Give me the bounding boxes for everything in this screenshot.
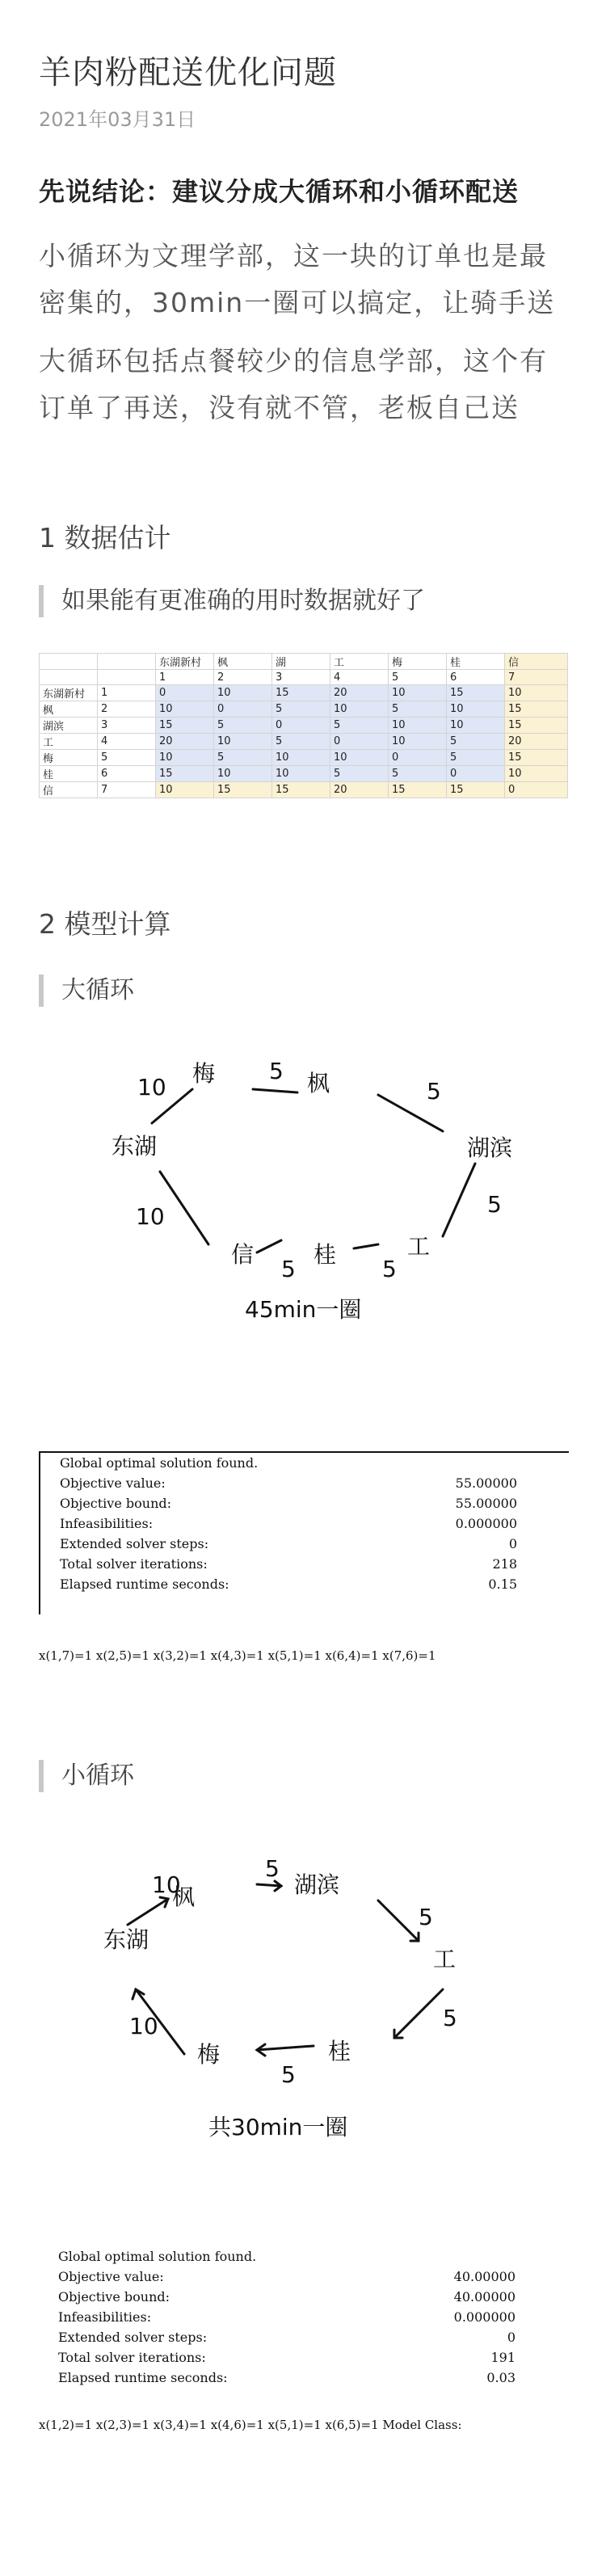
sheet-cell: 5 — [214, 718, 272, 734]
sheet-cell: 工 — [330, 654, 389, 670]
sheet-cell: 信 — [505, 654, 568, 670]
edge-gui-mei — [257, 2046, 314, 2050]
solver-row: Elapsed runtime seconds: 0.03 — [58, 2370, 516, 2385]
weight-label: 5 — [419, 1904, 433, 1930]
sheet-cell: 东湖新村 — [156, 654, 214, 670]
edge-hubin-gong — [443, 1164, 475, 1236]
sheet-cell — [40, 670, 98, 685]
small-loop-sketch — [39, 1828, 567, 2183]
sheet-cell: 10 — [389, 734, 447, 750]
sheet-cell: 0 — [272, 718, 330, 734]
sheet-cell: 6 — [447, 670, 505, 685]
edge-xin-gui — [257, 1240, 281, 1252]
sheet-cell: 0 — [447, 766, 505, 782]
sheet-cell: 3 — [98, 718, 156, 734]
weight-label: 5 — [265, 1855, 280, 1882]
total-time-label: 共30min一圈 — [208, 2114, 348, 2140]
weight-label: 5 — [382, 1256, 397, 1282]
small-loop-diagram — [39, 1828, 567, 2183]
publish-date: 2021年03月31日 — [39, 108, 196, 131]
sheet-cell: 15 — [389, 782, 447, 798]
sheet-cell: 15 — [156, 766, 214, 782]
solver-row: Objective bound: 55.00000 — [60, 1496, 517, 1511]
sheet-cell: 桂 — [447, 654, 505, 670]
sheet-cell: 1 — [98, 685, 156, 701]
paragraph-small-loop: 小循环为文理学部，这一块的订单也是最密集的，30min一圈可以搞定，让骑手送 — [39, 240, 556, 318]
node-label-gong: 工 — [433, 1946, 457, 1972]
node-label-feng: 枫 — [307, 1070, 330, 1096]
weight-label: 5 — [427, 1078, 441, 1105]
sheet-cell: 15 — [272, 782, 330, 798]
weight-label: 5 — [269, 1058, 284, 1084]
solver-output-small — [39, 2246, 567, 2384]
node-label-donghu: 东湖 — [112, 1133, 158, 1160]
big-loop-diagram — [39, 1042, 567, 1422]
node-label-mei: 梅 — [192, 1060, 216, 1087]
weight-label: 5 — [281, 2061, 296, 2088]
node-label-gui: 桂 — [314, 1241, 337, 1268]
node-label-feng: 枫 — [172, 1884, 196, 1910]
sheet-cell: 10 — [272, 766, 330, 782]
sheet-row — [40, 766, 568, 782]
node-label-hubin: 湖滨 — [467, 1134, 513, 1161]
sheet-cell: 10 — [156, 782, 214, 798]
sheet-cell: 20 — [330, 782, 389, 798]
sheet-cell: 0 — [214, 701, 272, 718]
node-label-donghu: 东湖 — [103, 1926, 149, 1953]
sheet-cell: 20 — [156, 734, 214, 750]
sheet-cell: 4 — [98, 734, 156, 750]
sheet-cell: 7 — [98, 782, 156, 798]
node-label-xin: 信 — [231, 1241, 255, 1268]
solver-head: Global optimal solution found. — [58, 2249, 257, 2264]
sheet-row — [40, 701, 568, 718]
solver-row: Objective bound: 40.00000 — [58, 2289, 516, 2305]
blockquote-big-loop: 大循环 — [39, 974, 134, 1007]
sheet-cell: 5 — [389, 766, 447, 782]
sheet-cell: 桂 — [40, 766, 98, 782]
sheet-cell — [40, 654, 98, 670]
solver-row: Infeasibilities: 0.000000 — [58, 2309, 516, 2325]
sheet-cell: 7 — [505, 670, 568, 685]
weight-label: 5 — [487, 1191, 502, 1218]
total-time-label: 45min一圈 — [245, 1296, 362, 1323]
sheet-cell — [98, 654, 156, 670]
sheet-cell: 10 — [505, 766, 568, 782]
sheet-cell: 10 — [214, 734, 272, 750]
edge-donghu-xin — [160, 1172, 208, 1244]
sheet-cell: 湖 — [272, 654, 330, 670]
weight-label: 10 — [129, 2013, 158, 2039]
distance-spreadsheet — [39, 653, 568, 798]
solver-output-big — [39, 1451, 569, 1614]
sheet-cell: 15 — [447, 782, 505, 798]
sheet-cell: 5 — [272, 734, 330, 750]
sheet-cell: 3 — [272, 670, 330, 685]
sheet-cell: 15 — [505, 701, 568, 718]
sheet-cell: 工 — [40, 734, 98, 750]
sheet-cell: 枫 — [214, 654, 272, 670]
sheet-cell — [98, 670, 156, 685]
blockquote-small-loop: 小循环 — [39, 1760, 134, 1792]
sheet-cell: 1 — [156, 670, 214, 685]
solver-row: Objective value: 55.00000 — [60, 1475, 517, 1491]
sheet-cell: 梅 — [389, 654, 447, 670]
sheet-cell: 5 — [389, 701, 447, 718]
solver-row: Infeasibilities: 0.000000 — [60, 1516, 517, 1531]
solver-row: Total solver iterations: 191 — [58, 2350, 516, 2365]
sheet-cell: 0 — [330, 734, 389, 750]
sheet-cell: 10 — [156, 750, 214, 766]
sheet-cell: 信 — [40, 782, 98, 798]
sheet-cell: 15 — [505, 718, 568, 734]
sheet-row — [40, 670, 568, 685]
sheet-cell: 6 — [98, 766, 156, 782]
weight-label: 10 — [137, 1074, 166, 1101]
big-loop-sketch — [39, 1042, 567, 1422]
sheet-cell: 10 — [272, 750, 330, 766]
edge-hubin-gong — [378, 1900, 419, 1941]
sheet-cell: 湖滨 — [40, 718, 98, 734]
sheet-cell: 5 — [330, 766, 389, 782]
sheet-cell: 10 — [330, 750, 389, 766]
sheet-cell: 5 — [389, 670, 447, 685]
sheet-cell: 5 — [330, 718, 389, 734]
weight-label: 5 — [443, 2005, 457, 2031]
section-title-data-estimate: 1 数据估计 — [39, 522, 171, 554]
sheet-cell: 4 — [330, 670, 389, 685]
sheet-cell: 20 — [505, 734, 568, 750]
sheet-cell: 10 — [505, 685, 568, 701]
sheet-cell: 枫 — [40, 701, 98, 718]
sheet-cell: 15 — [505, 750, 568, 766]
sheet-row — [40, 782, 568, 798]
solver-row: Extended solver steps: 0 — [58, 2330, 516, 2345]
node-label-gui: 桂 — [328, 2038, 351, 2065]
solver-row: Elapsed runtime seconds: 0.15 — [60, 1576, 517, 1592]
sheet-cell: 5 — [214, 750, 272, 766]
sheet-row — [40, 654, 568, 670]
sheet-cell: 0 — [505, 782, 568, 798]
paragraph-big-loop: 大循环包括点餐较少的信息学部，这个有订单了再送，没有就不管，老板自己送 — [39, 345, 548, 423]
weight-label: 10 — [136, 1203, 165, 1230]
sheet-cell: 20 — [330, 685, 389, 701]
sheet-cell: 5 — [447, 750, 505, 766]
sheet-row — [40, 685, 568, 701]
sheet-cell: 10 — [389, 685, 447, 701]
node-label-mei: 梅 — [197, 2041, 221, 2068]
sheet-cell: 梅 — [40, 750, 98, 766]
solver-row: Total solver iterations: 218 — [60, 1556, 517, 1572]
blockquote-data-note: 如果能有更准确的用时数据就好了 — [39, 585, 425, 617]
edge-gui-gong — [354, 1244, 378, 1248]
sheet-cell: 10 — [447, 718, 505, 734]
sheet-cell: 5 — [447, 734, 505, 750]
sheet-cell: 10 — [156, 701, 214, 718]
weight-label: 5 — [281, 1256, 296, 1282]
sheet-cell: 2 — [98, 701, 156, 718]
node-label-gong: 工 — [407, 1233, 431, 1260]
weight-label: 10 — [152, 1871, 181, 1898]
solver-solution-big: x(1,7)=1 x(2,5)=1 x(3,2)=1 x(4,3)=1 x(5,1)=1 x(6,4)=1 x(7,6)=1 — [39, 1648, 436, 1663]
conclusion-heading: 先说结论：建议分成大循环和小循环配送 — [39, 176, 520, 207]
sheet-cell: 10 — [447, 701, 505, 718]
sheet-cell: 10 — [214, 685, 272, 701]
sheet-row — [40, 734, 568, 750]
sheet-cell: 5 — [98, 750, 156, 766]
sheet-cell: 2 — [214, 670, 272, 685]
sheet-cell: 5 — [272, 701, 330, 718]
sheet-cell: 0 — [156, 685, 214, 701]
solver-row: Extended solver steps: 0 — [60, 1536, 517, 1551]
node-label-hubin: 湖滨 — [294, 1871, 340, 1898]
sheet-cell: 10 — [389, 718, 447, 734]
edge-donghu-feng — [128, 1899, 168, 1925]
sheet-row — [40, 718, 568, 734]
edge-gong-gui — [394, 1989, 443, 2038]
sheet-cell: 15 — [272, 685, 330, 701]
solver-row: Objective value: 40.00000 — [58, 2269, 516, 2284]
section-title-model: 2 模型计算 — [39, 908, 171, 940]
solver-head: Global optimal solution found. — [60, 1455, 259, 1471]
article-title: 羊肉粉配送优化问题 — [39, 54, 337, 91]
edge-mei-feng — [253, 1089, 297, 1092]
sheet-cell: 0 — [389, 750, 447, 766]
sheet-cell: 15 — [214, 782, 272, 798]
sheet-cell: 东湖新村 — [40, 685, 98, 701]
sheet-cell: 10 — [330, 701, 389, 718]
solver-solution-small: x(1,2)=1 x(2,3)=1 x(3,4)=1 x(4,6)=1 x(5,1)=1 x(6,5)=1 Model Class: — [39, 2418, 462, 2432]
sheet-cell: 15 — [156, 718, 214, 734]
sheet-row — [40, 750, 568, 766]
sheet-cell: 15 — [447, 685, 505, 701]
sheet-cell: 10 — [214, 766, 272, 782]
